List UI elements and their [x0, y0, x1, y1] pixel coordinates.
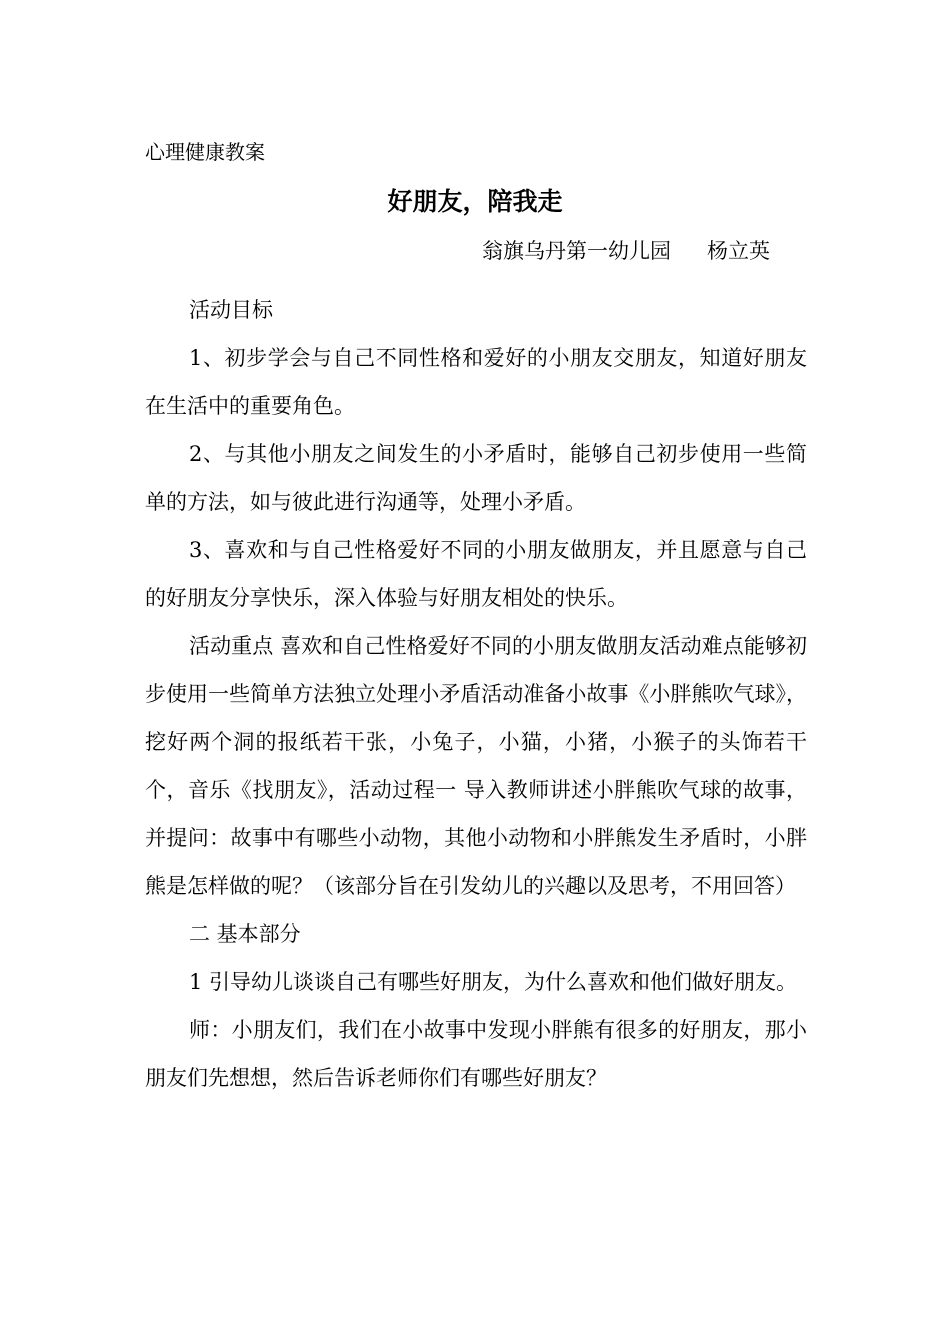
- document-category-label: 心理健康教案: [145, 140, 265, 164]
- school-name: 翁旗乌丹第一幼儿园: [482, 239, 671, 263]
- document-body: [145, 286, 807, 1102]
- section-heading-objectives: 活动目标: [189, 298, 273, 322]
- teacher-dialogue-paragraph: 师：小朋友们，我们在小故事中发现小胖熊有很多的好朋友，那小朋友们先想想，然后告诉老师你们有哪些好朋友？: [145, 1018, 807, 1090]
- objective-item-2: 2、与其他小朋友之间发生的小矛盾时，能够自己初步使用一些简单的方法，如与彼此进行沟通等，处理小矛盾。: [145, 442, 807, 514]
- byline: [482, 236, 770, 266]
- document-title: 好朋友，陪我走: [387, 187, 563, 216]
- objective-item-3: 3、喜欢和与自己性格爱好不同的小朋友做朋友，并且愿意与自己的好朋友分享快乐，深入体验与好朋友相处的快乐。: [145, 538, 807, 610]
- basic-part-item-1: 1 引导幼儿谈谈自己有哪些好朋友，为什么喜欢和他们做好朋友。: [189, 970, 798, 994]
- author-name: 杨立英: [707, 239, 770, 263]
- section-heading-basic-part: 二 基本部分: [189, 922, 301, 946]
- activity-details-paragraph: 活动重点 喜欢和自己性格爱好不同的小朋友做朋友活动难点能够初步使用一些简单方法独立处理小矛盾活动准备小故事《小胖熊吹气球》，挖好两个洞的报纸若干张，小兔子，小猫，小猪，小猴子的头饰若干个，音乐《找朋友》，活动过程一 导入教师讲述小胖熊吹气球的故事，并提问：故事中有哪些小动物，其他小动物和小胖熊发生矛盾时，小胖熊是怎样做的呢？（该部分旨在引发幼儿的兴趣以及思考，不用回答）: [145, 634, 807, 898]
- objective-item-1: 1、初步学会与自己不同性格和爱好的小朋友交朋友，知道好朋友在生活中的重要角色。: [145, 346, 807, 418]
